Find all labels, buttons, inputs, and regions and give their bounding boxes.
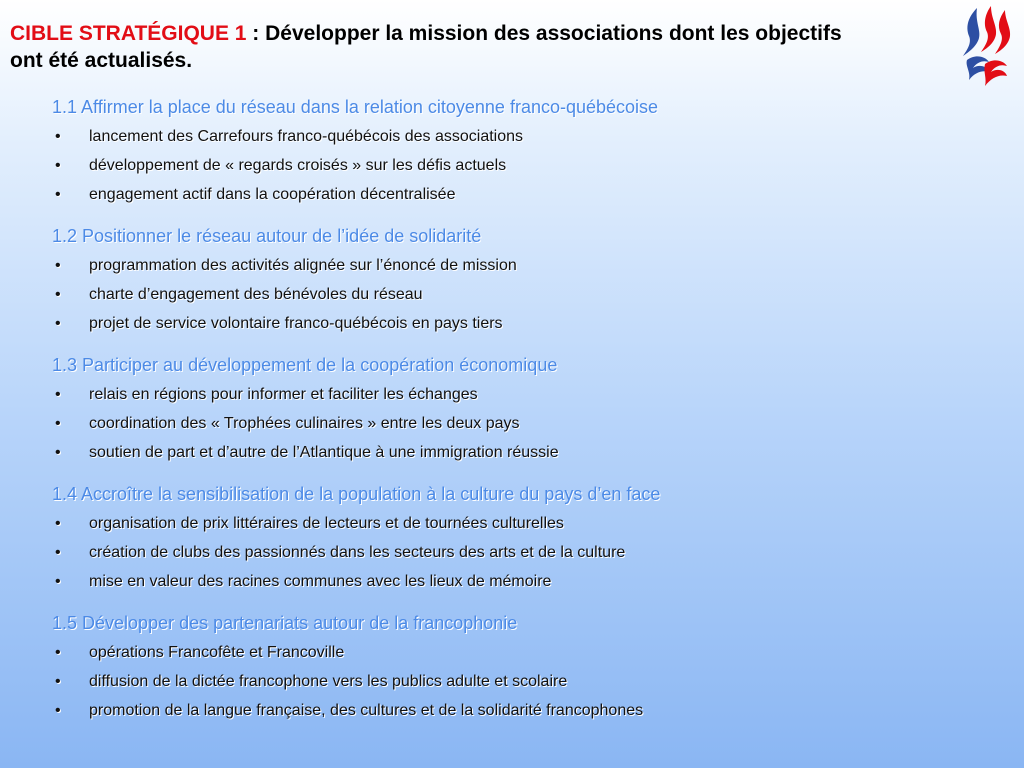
francophone-network-logo-icon [955, 2, 1021, 94]
bullet-dot-icon: • [55, 702, 61, 719]
objective-bullet-item [52, 251, 1012, 280]
objective-bullet-item [52, 509, 1012, 538]
objective-bullet-item [52, 438, 1012, 467]
objective-bullet-item [52, 638, 1012, 667]
objective-section [52, 481, 1012, 596]
bullet-text: programmation des activités alignée sur l’énoncé de mission [89, 257, 517, 274]
bullet-dot-icon: • [55, 257, 61, 274]
objective-bullet-item [52, 567, 1012, 596]
objective-heading: 1.3 Participer au développement de la coopération économique [52, 355, 558, 375]
objective-bullet-list [52, 380, 1012, 467]
bullet-text: coordination des « Trophées culinaires » entre les deux pays [89, 415, 520, 432]
bullet-text: relais en régions pour informer et faciliter les échanges [89, 386, 478, 403]
objective-bullet-list [52, 251, 1012, 338]
bullet-text: opérations Francofête et Francoville [89, 644, 345, 661]
bullet-dot-icon: • [55, 415, 61, 432]
objective-bullet-item [52, 409, 1012, 438]
objective-bullet-item [52, 309, 1012, 338]
bullet-dot-icon: • [55, 386, 61, 403]
bullet-text: engagement actif dans la coopération décentralisée [89, 186, 456, 203]
objective-bullet-list [52, 509, 1012, 596]
slide-title-accent: CIBLE STRATÉGIQUE 1 [10, 22, 247, 45]
objective-heading: 1.5 Développer des partenariats autour de la francophonie [52, 613, 518, 633]
objective-section [52, 94, 1012, 209]
objective-bullet-item [52, 151, 1012, 180]
objective-section [52, 352, 1012, 467]
objective-bullet-item [52, 667, 1012, 696]
bullet-dot-icon: • [55, 515, 61, 532]
bullet-dot-icon: • [55, 573, 61, 590]
objective-bullet-item [52, 180, 1012, 209]
bullet-text: création de clubs des passionnés dans les secteurs des arts et de la culture [89, 544, 626, 561]
slide-title [10, 20, 870, 74]
bullet-text: projet de service volontaire franco-québécois en pays tiers [89, 315, 503, 332]
bullet-text: lancement des Carrefours franco-québécois des associations [89, 128, 524, 145]
objectives-content [52, 94, 1012, 739]
objective-bullet-item [52, 696, 1012, 725]
bullet-text: soutien de part et d’autre de l’Atlantique à une immigration réussie [89, 444, 559, 461]
objective-section [52, 223, 1012, 338]
bullet-dot-icon: • [55, 186, 61, 203]
bullet-text: diffusion de la dictée francophone vers les publics adulte et scolaire [89, 673, 568, 690]
bullet-text: charte d’engagement des bénévoles du réseau [89, 286, 423, 303]
bullet-dot-icon: • [55, 315, 61, 332]
objective-bullet-list [52, 638, 1012, 725]
bullet-text: promotion de la langue française, des cultures et de la solidarité francophones [89, 702, 644, 719]
bullet-text: mise en valeur des racines communes avec les lieux de mémoire [89, 573, 552, 590]
objective-heading: 1.2 Positionner le réseau autour de l’idée de solidarité [52, 226, 482, 246]
objective-bullet-list [52, 122, 1012, 209]
objective-bullet-item [52, 122, 1012, 151]
bullet-dot-icon: • [55, 444, 61, 461]
objective-bullet-item [52, 280, 1012, 309]
slide-title-text: : Développer la mission des associations dont les objectifs ont été actualisés. [10, 22, 842, 72]
bullet-dot-icon: • [55, 128, 61, 145]
objective-bullet-item [52, 380, 1012, 409]
bullet-dot-icon: • [55, 673, 61, 690]
objective-heading: 1.1 Affirmer la place du réseau dans la relation citoyenne franco-québécoise [52, 97, 659, 117]
bullet-text: organisation de prix littéraires de lecteurs et de tournées culturelles [89, 515, 564, 532]
bullet-dot-icon: • [55, 157, 61, 174]
bullet-text: développement de « regards croisés » sur les défis actuels [89, 157, 507, 174]
bullet-dot-icon: • [55, 544, 61, 561]
objective-bullet-item [52, 538, 1012, 567]
objective-section [52, 610, 1012, 725]
bullet-dot-icon: • [55, 644, 61, 661]
bullet-dot-icon: • [55, 286, 61, 303]
objective-heading: 1.4 Accroître la sensibilisation de la population à la culture du pays d’en face [52, 484, 661, 504]
